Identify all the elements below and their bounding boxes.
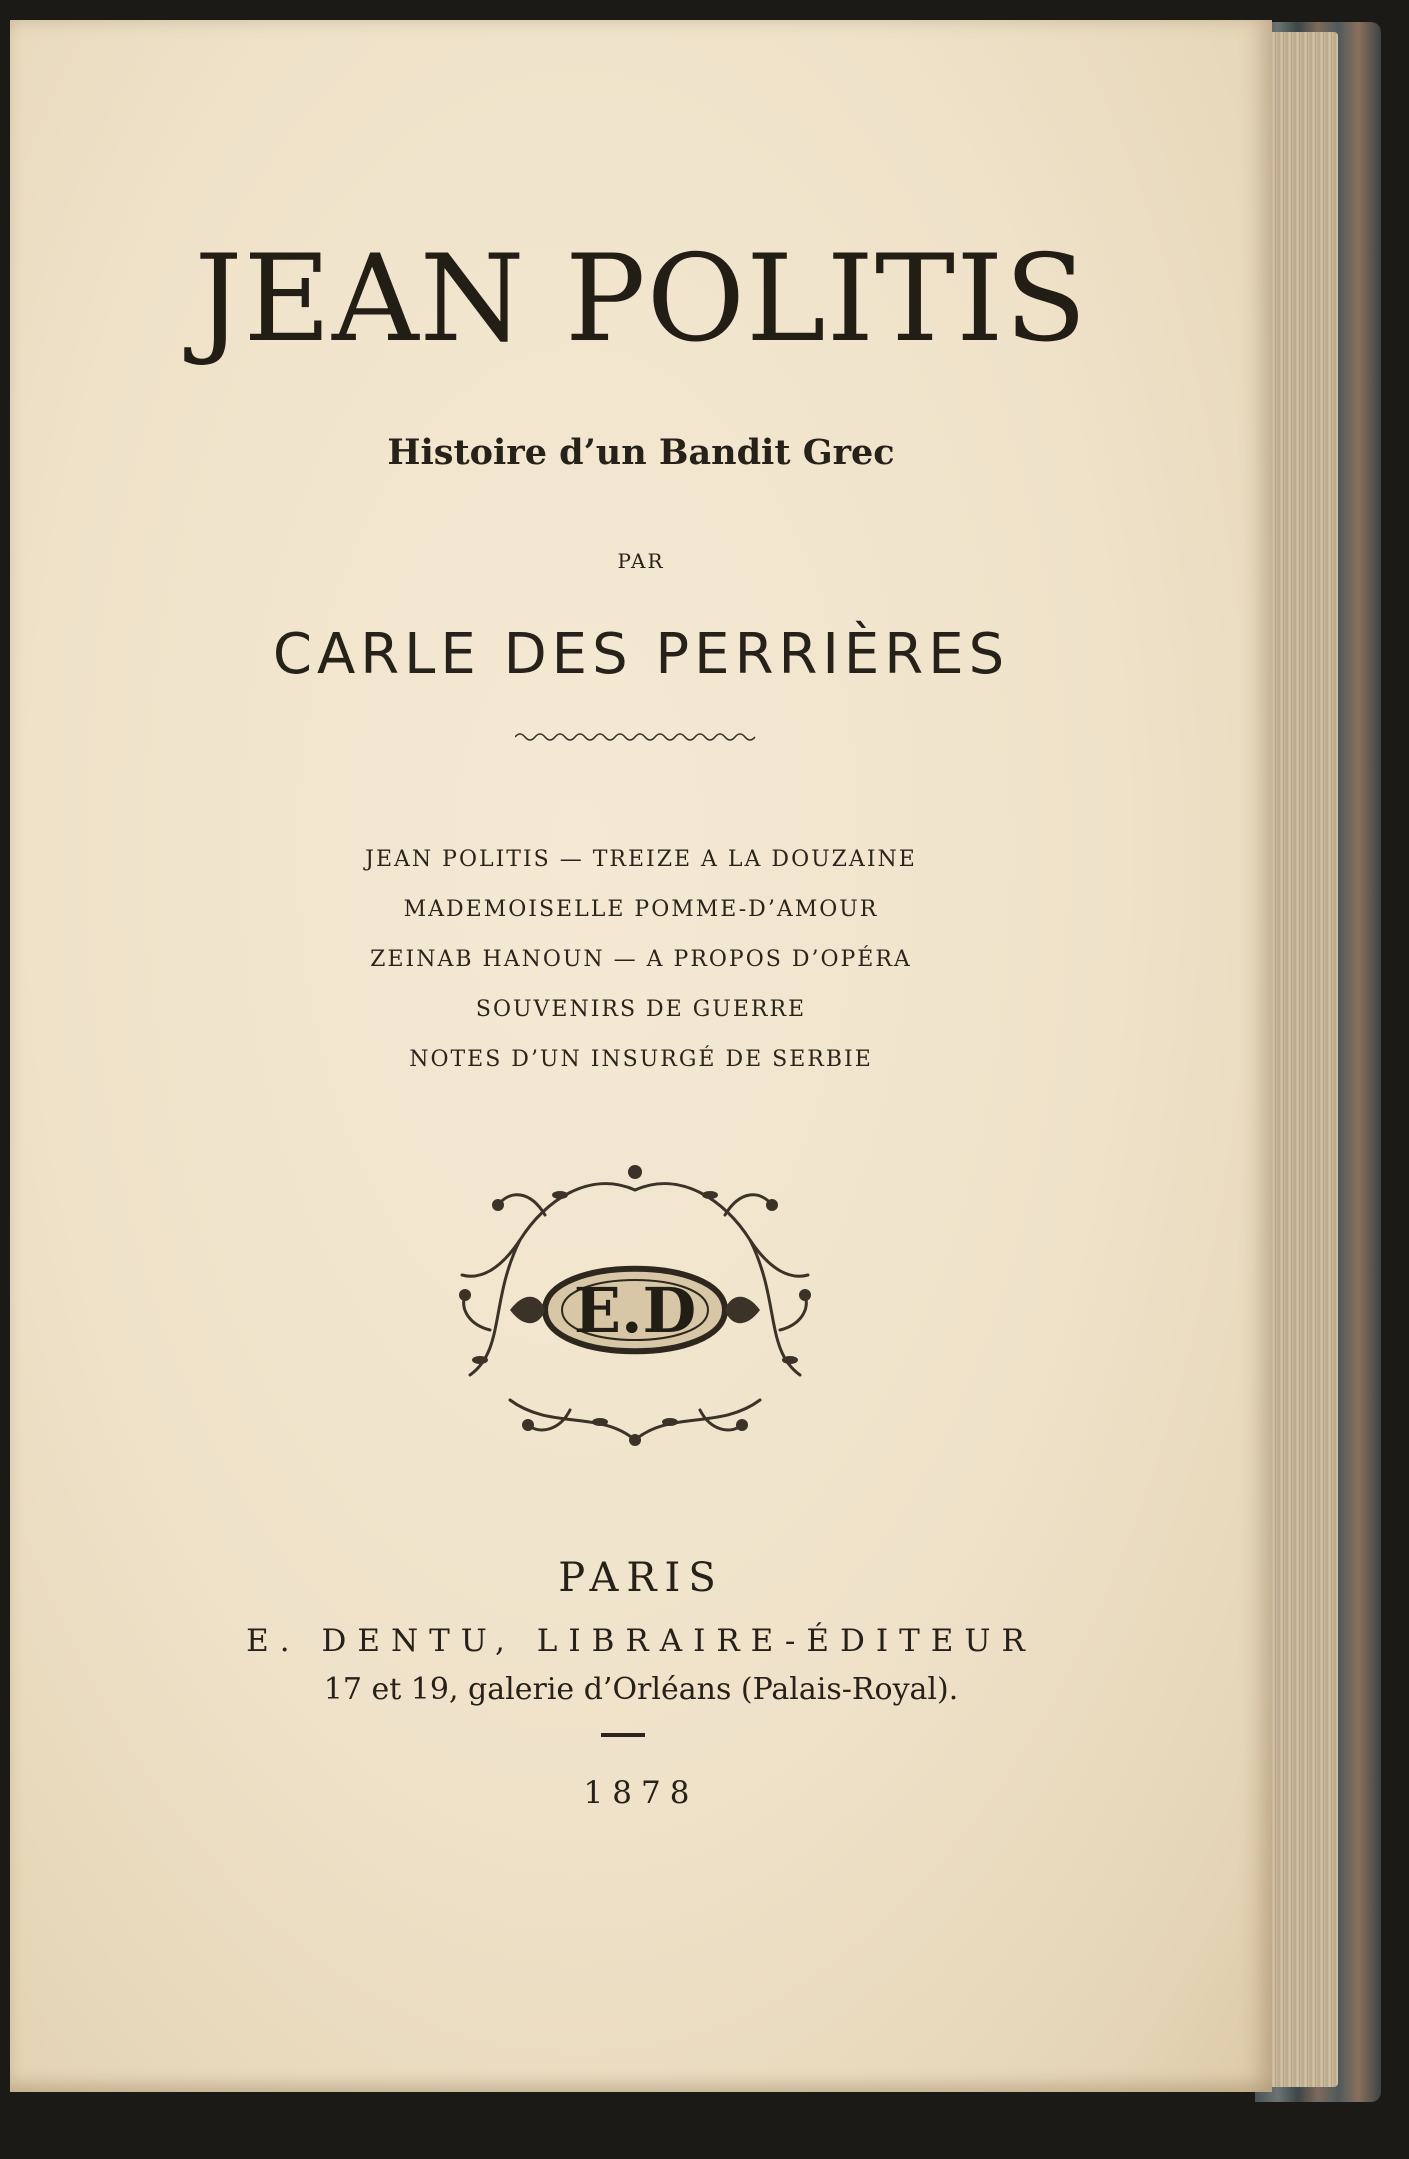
page-edges xyxy=(1268,32,1338,2087)
publisher-monogram-icon xyxy=(450,1160,820,1450)
works-line: SOUVENIRS DE GUERRE xyxy=(475,997,807,1022)
book-subtitle: Histoire d’un Bandit Grec xyxy=(387,432,895,473)
imprint-publisher: E. DENTU, LIBRAIRE-ÉDITEUR xyxy=(246,1623,1036,1659)
title-page xyxy=(10,20,1272,2092)
book-title: JEAN POLITIS xyxy=(194,230,1088,369)
monogram-letters: E.D xyxy=(573,1274,697,1347)
publication-year: 1878 xyxy=(583,1775,699,1811)
by-label: PAR xyxy=(617,549,665,573)
works-list xyxy=(10,835,1272,1085)
author-name: CARLE DES PERRIÈRES xyxy=(272,622,1010,687)
short-rule xyxy=(601,1733,645,1737)
works-line: NOTES D’UN INSURGÉ DE SERBIE xyxy=(409,1047,873,1072)
works-line: MADEMOISELLE POMME-D’AMOUR xyxy=(403,897,879,922)
works-line: ZEINAB HANOUN — A PROPOS D’OPÉRA xyxy=(370,947,912,972)
imprint-city: PARIS xyxy=(558,1555,724,1601)
works-line: JEAN POLITIS — TREIZE A LA DOUZAINE xyxy=(365,847,917,872)
wavy-rule-ornament xyxy=(515,730,760,744)
imprint-address: 17 et 19, galerie d’Orléans (Palais-Royal). xyxy=(323,1672,959,1707)
